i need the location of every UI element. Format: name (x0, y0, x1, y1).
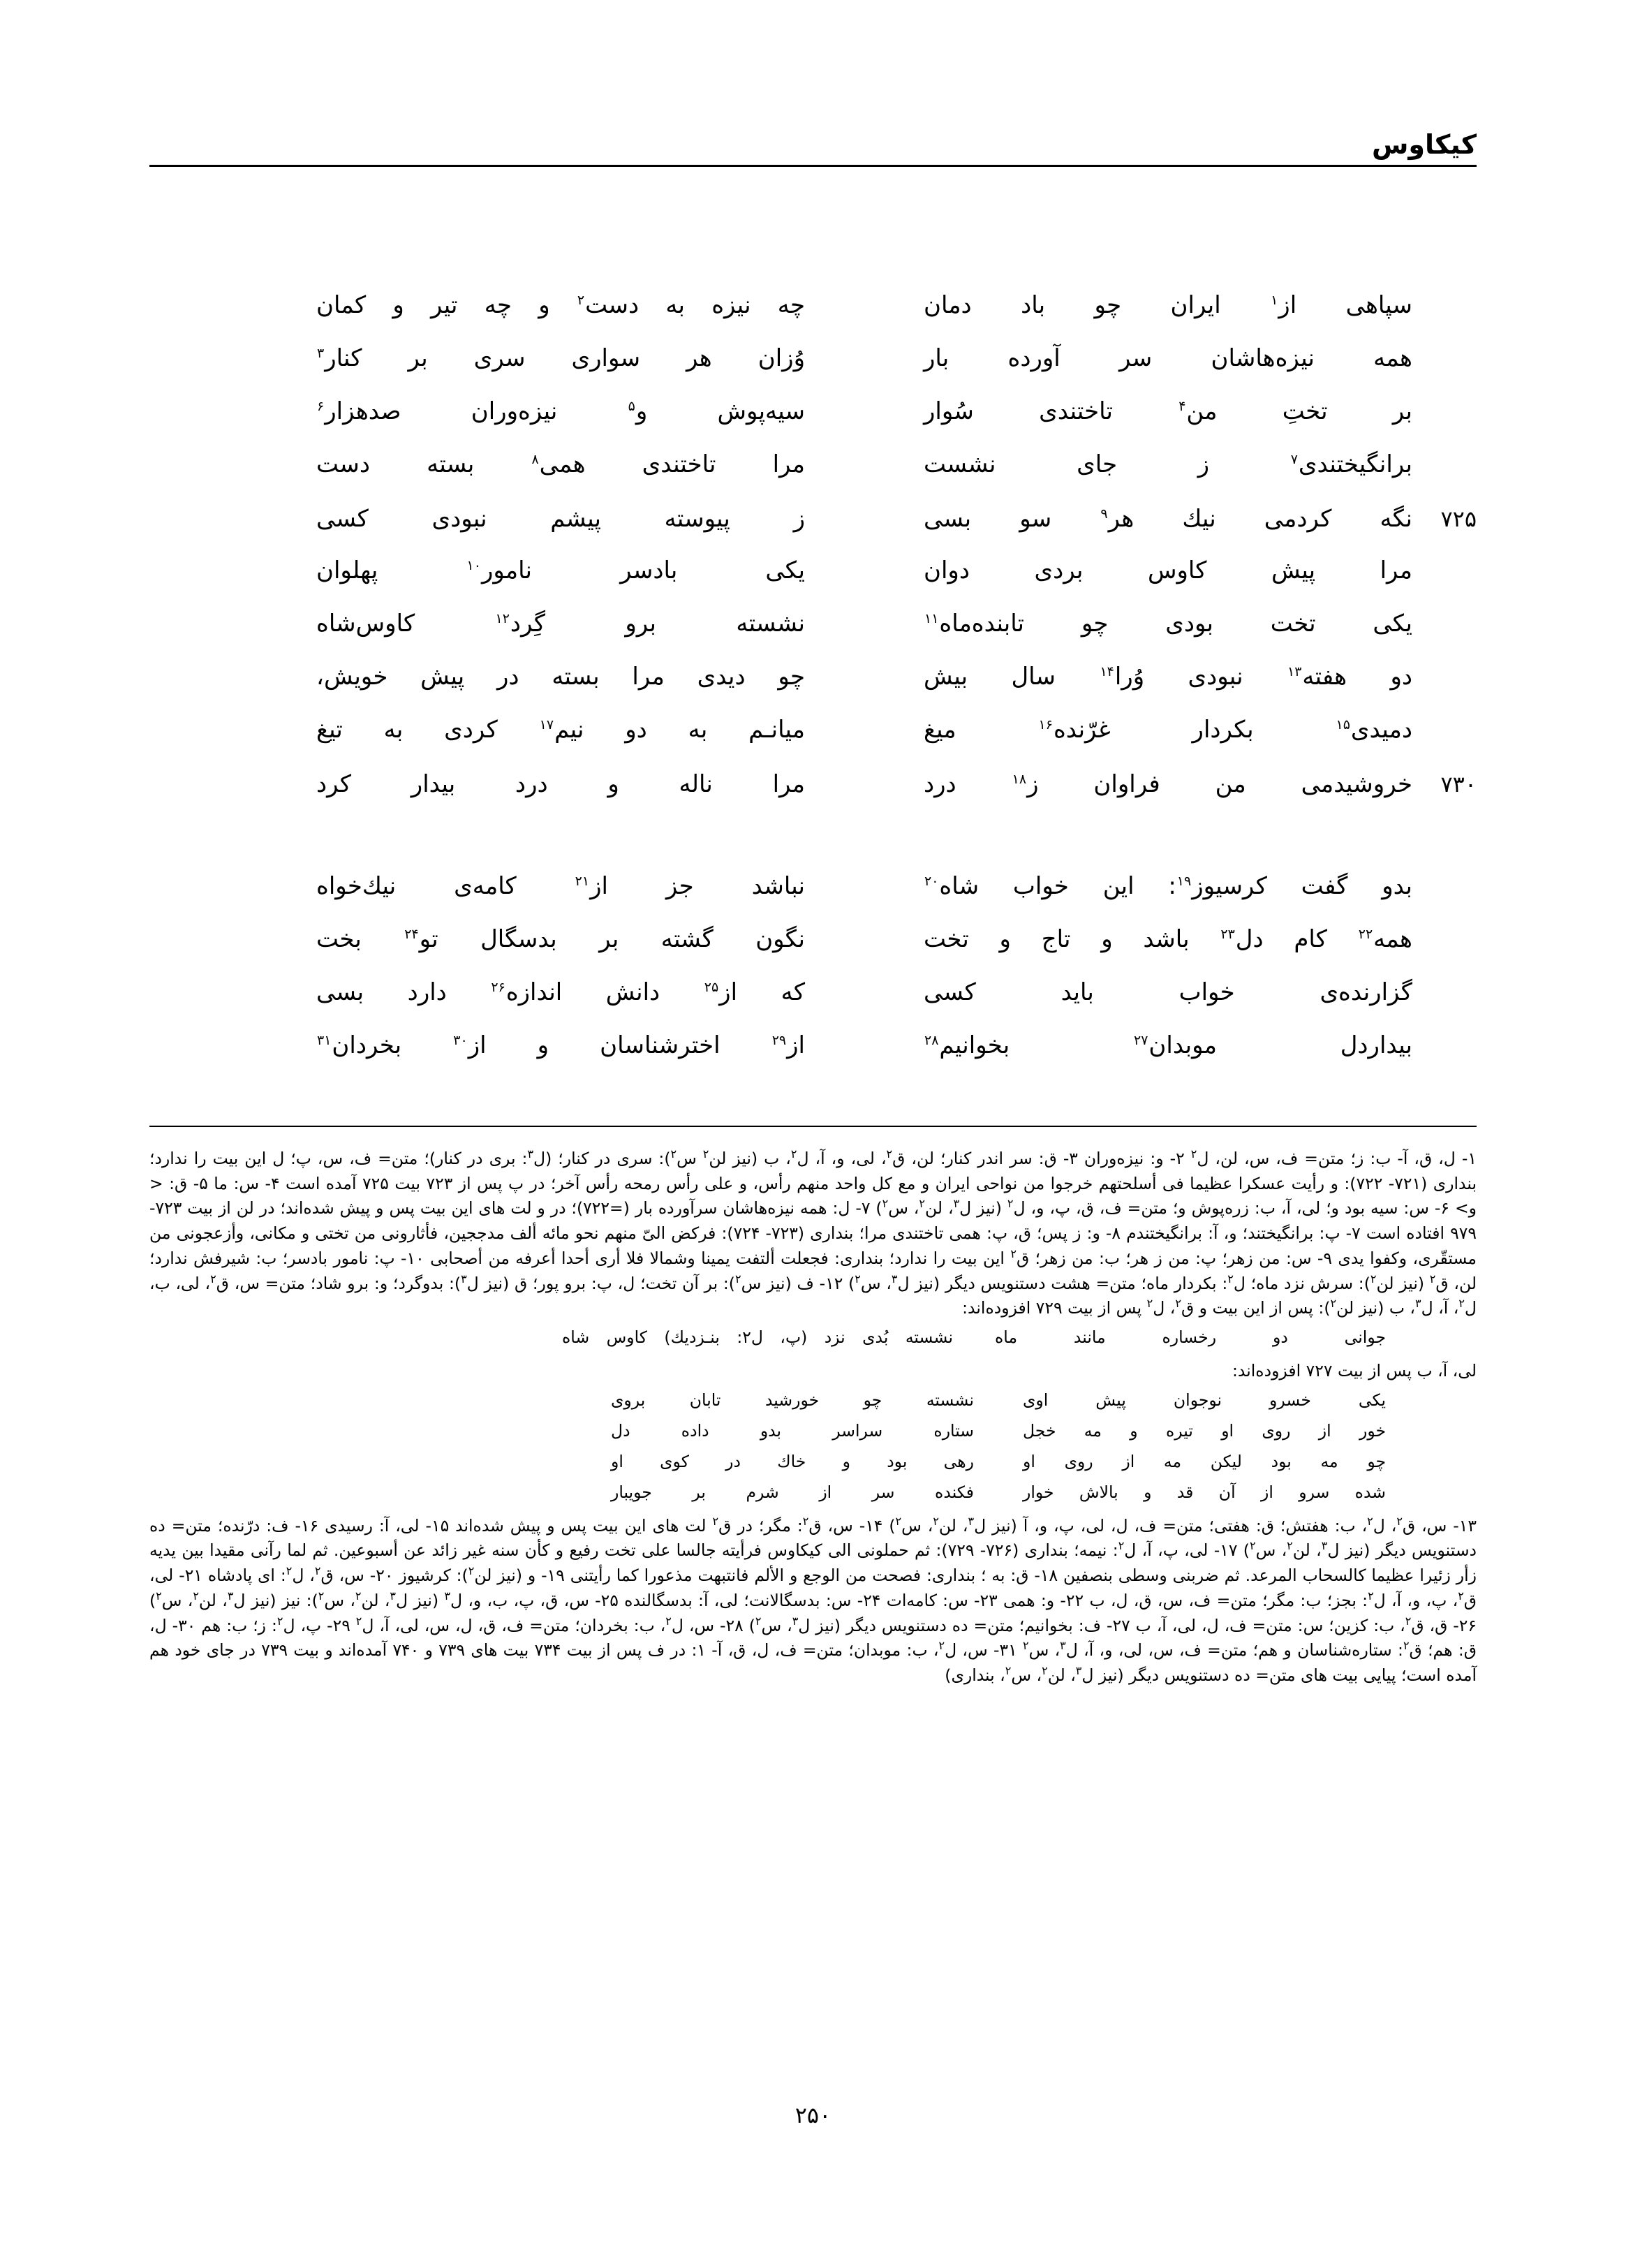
bayt-line (149, 452, 1477, 506)
folio-number: ۲۵۰ (794, 2102, 832, 2128)
hemistich-b: نباشد جز از$^{۲۱}$ کامه‌ی نیك‌خواه (316, 872, 805, 900)
verse-block-gap (149, 824, 1477, 874)
bayt-line (149, 506, 1477, 559)
hemistich-a: برانگیختندی$^۷$ ز جای نشست (924, 450, 1412, 478)
bayt-line (149, 293, 1477, 346)
inset-hemistich-a: خور از روی او تیره و مه خجل (1023, 1420, 1386, 1441)
hemistich-a: همه$^{۲۲}$ کام دل$^{۲۳}$ باشد و تاج و تخت (924, 925, 1412, 953)
apparatus-criticus (149, 1147, 1477, 1688)
hemistich-a: بیداردل موبدان$^{۲۷}$ بخوانیم$^{۲۸}$ (924, 1031, 1412, 1059)
bayt-line (149, 559, 1477, 612)
hemistich-a: بدو گفت کرسیوز$^{۱۹}$: این خواب شاه$^{۲۰}$ (924, 872, 1412, 900)
inset-hemistich-a: یکی خسرو نوجوان پیش اوی (1023, 1390, 1386, 1410)
bayt-line (149, 874, 1477, 927)
inset-hemistich-b: نشسته چو خورشید تابان بروی (611, 1390, 974, 1410)
inset-hemistich-b: ستاره سراسر بدو داده دل (611, 1420, 974, 1441)
inset-hemistich-a: چو مه بود لیکن مه از روی او (1023, 1451, 1386, 1471)
verse-number: ۷۳۰ (1440, 771, 1477, 797)
verse-block-2 (149, 874, 1477, 1087)
hemistich-a: خروشیدمی من فراوان ز$^{۱۸}$ درد (924, 770, 1412, 798)
hemistich-b: مرا تاختندی همی$^۸$ بسته دست (316, 450, 805, 478)
hemistich-b: یکی بادسر نامور$^{۱۰}$ پهلوان (316, 557, 806, 584)
apparatus-text-1: ۱- ل، ق، آ- ب: ز؛ متن= ف، س، لن، ل$^۲$ ۲- و: نیزه‌وران ۳- ق: سر اندر کنار؛ لن، ق$^۲$، لی، و، آ، ل$^۲$، ب (نیز لن$^۲$ س$^۲$): سری در کنار؛ (ل$^۳$: بری در کنار)؛ متن= ف، س، پ؛ ل این بیت را ندارد؛ بنداری (۷۲۱- ۷۲۲): و رأیت عسکرا عظیما فی أسلحتهم خرجوا من نواحی ایران و مع کل واحد منهم رأس، و علی رأس رمحه رأس آخر؛ در پ پس از ۷۲۳ بیت ۷۲۵ آمده است ۴- س: ما ۵- ق: < و> ۶- س: سیه بود و؛ لی، آ، ب: زره‌پوش و؛ متن= ف، ق، پ، و، ل$^۲$ (نیز ل$^۳$، لن$^۲$، س$^۲$) ۷- ل: همه نیزه‌هاشان سرآورده بار (=۷۲۲)؛ در و لت های این بیت پس و پیش شده‌اند؛ در لن از بیت ۷۲۳- ۹۷۹ افتاده است ۷- پ: برانگیختند؛ و، آ: برانگیختندم ۸- و: ز پس؛ ق، پ: همی تاختندی مرا؛ بنداری (۷۲۳- ۷۲۴): فرکض الیّ منهم نحو مائه ألف مدججین، فأثارونی من تختی و مکانی، وأزعجونی من مستقّری، وکفوا یدی ۹- س: من زهر؛ پ: من ز هر؛ ب: من زهر؛ ق$^۲$ این بیت را ندارد؛ بنداری: فجعلت ألتفت یمینا وشمالا فلا أری أحدا أعرفه من أصحابی ۱۰- پ: نامور بادسر؛ ب: شیرفش ندارد؛ لن، ق$^۲$ (نیز لن$^۲$): سرش نزد ماه؛ ل$^۲$: بکردار ماه؛ متن= هشت دستنویس دیگر (نیز ل$^۳$، س$^۲$) ۱۲- ف (نیز س$^۲$): بر آن تخت؛ ل، پ: برو پور؛ ق (نیز ل$^۳$): بدوگرد؛ و: برو شاد؛ متن= س، ق$^۲$، لی، ب، ل$^۲$، آ، ل$^۳$، ب (نیز لن$^۲$): پس از این بیت و ق$^۲$، ل$^۲$ پس از بیت ۷۲۹ افزوده‌اند: (149, 1147, 1477, 1318)
apparatus-inset-line (149, 1419, 1477, 1450)
inset-hemistich-b: رهی بود و خاك در کوی او (611, 1451, 974, 1471)
hemistich-b: که از$^{۲۵}$ دانش اندازه$^{۲۶}$ دارد بسی (316, 978, 806, 1006)
running-head-rule (149, 165, 1477, 167)
running-head (149, 131, 1477, 167)
hemistich-a: یکی تخت بودی چو تابنده‌ماه$^{۱۱}$ (924, 610, 1412, 638)
hemistich-a: بر تختِ من$^۴$ تاختندی سُوار (924, 397, 1412, 425)
apparatus-text-2: لی، آ، ب پس از بیت ۷۲۷ افزوده‌اند: (1232, 1361, 1477, 1381)
apparatus-inset-verses-2 (149, 1388, 1477, 1511)
hemistich-b: مرا ناله و درد بیدار کرد (316, 770, 805, 798)
hemistich-a: همه نیزه‌هاشان سر آورده بار (924, 344, 1412, 372)
verse-number: ۷۲۵ (1440, 506, 1477, 532)
apparatus-inset-line (149, 1450, 1477, 1480)
apparatus-inset-line (149, 1480, 1477, 1511)
bayt-line (149, 1033, 1477, 1087)
verse-area (149, 293, 1477, 1087)
hemistich-b: چو دیدی مرا بسته در پیش خویش، (316, 663, 805, 691)
hemistich-a: نگه کردمی نیك هر$^۹$ سو بسی (924, 505, 1412, 533)
inset-hemistich-a: جوانی دو رخساره مانند ماه (995, 1327, 1386, 1348)
bayt-line (149, 927, 1477, 980)
inset-hemistich-b: نشسته بُدی نزد (پ، ل۲: بنـزدیك) کاوس شاه (562, 1327, 953, 1348)
apparatus-paragraph-1 (149, 1147, 1477, 1321)
bayt-line (149, 771, 1477, 824)
apparatus-rule (149, 1126, 1477, 1127)
hemistich-b: سیه‌پوش و$^۵$ نیزه‌وران صدهزار$^۶$ (317, 397, 806, 425)
hemistich-a: دو هفته$^{۱۳}$ نبودی وُرا$^{۱۴}$ سال بیش (924, 663, 1412, 691)
verse-block-1 (149, 293, 1477, 824)
hemistich-a: سپاهی از$^۱$ ایران چو باد دمان (924, 291, 1412, 319)
hemistich-b: چه نیزه به دست$^۲$ و چه تیر و کمان (316, 291, 805, 319)
hemistich-b: میانـم به دو نیم$^{۱۷}$ کردی به تیغ (316, 716, 805, 744)
bayt-line (149, 665, 1477, 718)
bayt-line (149, 718, 1477, 771)
apparatus-paragraph-3 (149, 1514, 1477, 1688)
inset-hemistich-b: فکنده سر از شرم بر جویبار (611, 1482, 974, 1502)
apparatus-inset-verses-1 (149, 1325, 1477, 1356)
hemistich-a: مرا پیش کاوس بردی دوان (924, 557, 1412, 584)
hemistich-b: وُزان هر سواری سری بر کنار$^۳$ (317, 344, 805, 372)
apparatus-inset-line (149, 1388, 1477, 1419)
bayt-line (149, 612, 1477, 665)
hemistich-b: نگون گشته بر بدسگال تو$^{۲۴}$ بخت (316, 925, 805, 953)
hemistich-a: گزارنده‌ی خواب باید کسی (924, 978, 1412, 1006)
bayt-line (149, 399, 1477, 452)
hemistich-a: دمیدی$^{۱۵}$ بکردار غرّنده$^{۱۶}$ میغ (924, 716, 1412, 744)
apparatus-inset-line (149, 1325, 1477, 1356)
bayt-line (149, 346, 1477, 399)
hemistich-b: ز پیوسته پیشم نبودی کسی (316, 505, 805, 533)
inset-hemistich-a: شده سرو از آن قد و بالاش خوار (1023, 1482, 1386, 1502)
hemistich-b: نشسته برو گِرد$^{۱۲}$ کاوس‌شاه (316, 610, 805, 638)
bayt-line (149, 980, 1477, 1033)
apparatus-paragraph-2 (149, 1359, 1477, 1384)
apparatus-text-3: ۱۳- س، ق$^۲$، ل$^۲$، ب: هفتش؛ ق: هفتی؛ متن= ف، ل، لی، پ، و، آ (نیز ل$^۳$، لن$^۲$، س$^۲$) ۱۴- س، ق$^۲$: مگر؛ در ق$^۲$ لت های این بیت پس و پیش شده‌اند ۱۵- لی، آ: رسیدی ۱۶- ف: درّنده؛ متن= ده دستنویس دیگر (نیز ل$^۳$، لن$^۲$، س$^۲$) ۱۷- لی، پ، آ، ل$^۲$: نیمه؛ بنداری (۷۲۶- ۷۲۹): ثم حملونی الی کیکاوس فرأیته جالسا علی تخت رفیع و کأن سنه غیر زائد عن أسبوعین. ثم لما رآنی مقیدا بین یدیه زأر زئیرا عظیما کالسحاب المرعد. ثم ضربنی وسطی بنصفین ۱۸- ق: به ؛ بنداری: فصحت من الوجع و الألم فانتبهت مذعورا کما رأیتنی ۱۹- و (نیز لن$^۲$): کرشیوز ۲۰- س، ق$^۲$، ل$^۲$: ای پادشاه ۲۱- لی، ق$^۲$، پ، و، آ، ل$^۲$: بجز؛ ب: مگر؛ متن= ف، س، ق، ل، ب ۲۲- و: همی ۲۳- س: کامه‌ات ۲۴- س: بدسگالانت؛ لی، آ: بدسگالنده ۲۵- س، ق، پ، ب، و، ل$^۳$ (نیز ل$^۳$، لن$^۲$، س$^۲$): نیز (نیز ل$^۳$، لن$^۲$، س$^۲$) ۲۶- ق، ق$^۲$، ب: کزین؛ س: متن= ف، ل، لی، آ، ب ۲۷- ف: بخوانیم؛ متن= ده دستنویس دیگر (نیز ل$^۳$، س$^۲$) ۲۸- س، ل$^۲$، ب: بخردان؛ متن= ف، ق، ل، س، لی، آ، ل$^۲$ ۲۹- پ، ل$^۲$: ز؛ ب: هم ۳۰- ل، ق: هم؛ ق$^۲$: ستاره‌شناسان و هم؛ متن= ف، س، لی، و، آ، ل$^۳$، س$^۲$ ۳۱- س، ل$^۲$، ب: موبدان؛ متن= ف، ل، ق، آ- ۱: در ف پس از بیت ۷۳۴ بیت های ۷۳۹ و ۷۴۰ آمده‌اند و بیت ۷۳۹ در جای خود هم آمده است؛ پیایی بیت های متن= ده دستنویس دیگر (نیز ل$^۳$، لن$^۲$، س$^۲$، بنداری) (149, 1514, 1477, 1686)
hemistich-b: از$^{۲۹}$ اخترشناسان و از$^{۳۰}$ بخردان$^{۳۱}$ (317, 1031, 805, 1059)
running-head-title: کیکاوس (1371, 129, 1477, 160)
